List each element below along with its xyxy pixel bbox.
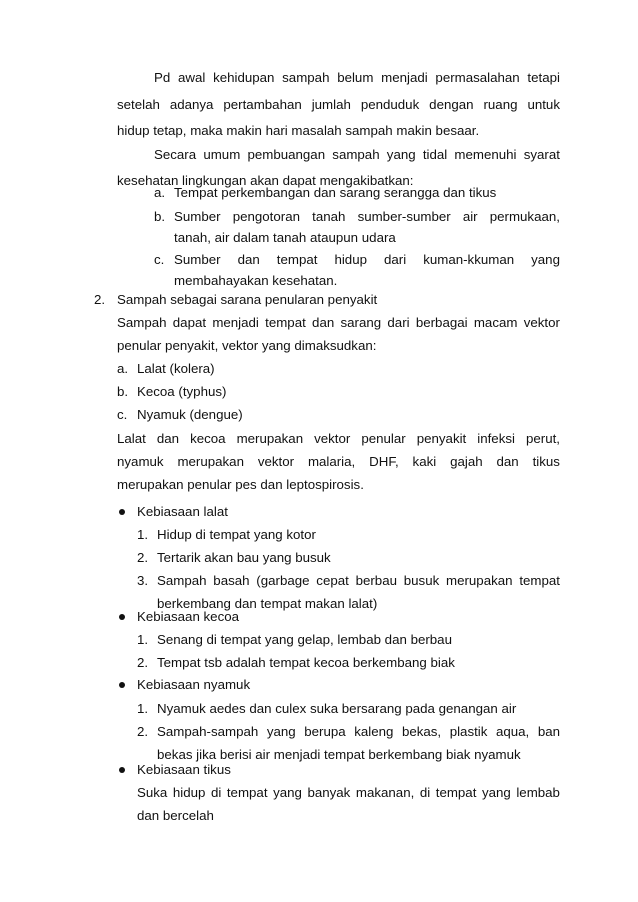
habit-item-marker: 1. [137,701,149,716]
vector-marker: a. [117,361,129,376]
intro-paragraph-2-line: Secara umum pembuangan sampah yang tidal memenuhi syarat [154,147,560,162]
habit-text: dan bercelah [137,808,214,823]
bullet-icon [119,509,125,515]
bullet-icon [119,767,125,773]
bullet-icon [119,614,125,620]
section-2-paragraph-line: penular penyakit, vektor yang dimaksudkan: [117,338,377,353]
habit-title: Kebiasaan nyamuk [137,677,251,692]
section-2-paragraph-2-line: Lalat dan kecoa merupakan vektor penular penyakit infeksi perut, [117,431,560,446]
intro-paragraph-1-line: hidup tetap, maka makin hari masalah sampah makin besaar. [117,123,480,138]
section-2-paragraph-line: Sampah dapat menjadi tempat dan sarang dari berbagai macam vektor [117,315,560,330]
habit-item: Tempat tsb adalah tempat kecoa berkembang biak [157,655,455,670]
habit-item: bekas jika berisi air menjadi tempat berkembang biak nyamuk [157,747,521,762]
vector-item: Lalat (kolera) [137,361,215,376]
habit-item: Tertarik akan bau yang busuk [157,550,331,565]
intro-paragraph-1-line: setelah adanya pertambahan jumlah penduduk dengan ruang untuk [117,97,560,112]
effect-text: Tempat perkembangan dan sarang serangga dan tikus [174,185,497,200]
habit-item: Sampah-sampah yang berupa kaleng bekas, plastik aqua, ban [157,724,560,739]
habit-title: Kebiasaan kecoa [137,609,240,624]
intro-paragraph-1-line: Pd awal kehidupan sampah belum menjadi permasalahan tetapi [154,70,560,85]
effect-text: Sumber dan tempat hidup dari kuman-kkuman yang [174,252,560,267]
section-2-paragraph-2-line: nyamuk merupakan vektor malaria, DHF, kaki gajah dan tikus [117,454,560,469]
vector-marker: b. [117,384,129,399]
habit-item-marker: 1. [137,527,149,542]
habit-item-marker: 2. [137,724,149,739]
effect-text: tanah, air dalam tanah ataupun udara [174,230,396,245]
habit-item: Nyamuk aedes dan culex suka bersarang pada genangan air [157,701,517,716]
habit-item: Senang di tempat yang gelap, lembab dan berbau [157,632,452,647]
bullet-icon [119,682,125,688]
habit-title: Kebiasaan lalat [137,504,228,519]
effect-marker: a. [154,185,166,200]
vector-marker: c. [117,407,128,422]
habit-item: berkembang dan tempat makan lalat) [157,596,378,611]
habit-item-marker: 3. [137,573,149,588]
vector-item: Kecoa (typhus) [137,384,227,399]
habit-item-marker: 2. [137,655,149,670]
vector-item: Nyamuk (dengue) [137,407,243,422]
section-2-number: 2. [94,292,106,307]
effect-text: membahayakan kesehatan. [174,273,338,288]
habit-item: Hidup di tempat yang kotor [157,527,316,542]
habit-item: Sampah basah (garbage cepat berbau busuk merupakan tempat [157,573,560,588]
habit-item-marker: 1. [137,632,149,647]
effect-text: Sumber pengotoran tanah sumber-sumber air permukaan, [174,209,560,224]
section-2-paragraph-2-line: merupakan penular pes dan leptospirosis. [117,477,364,492]
effect-marker: c. [154,252,165,267]
effect-marker: b. [154,209,166,224]
section-2-heading: Sampah sebagai sarana penularan penyakit [117,292,378,307]
intro-paragraph-2-line: kesehatan lingkungan akan dapat mengakibatkan: [117,173,414,188]
habit-item-marker: 2. [137,550,149,565]
habit-title: Kebiasaan tikus [137,762,231,777]
habit-text: Suka hidup di tempat yang banyak makanan, di tempat yang lembab [137,785,560,800]
